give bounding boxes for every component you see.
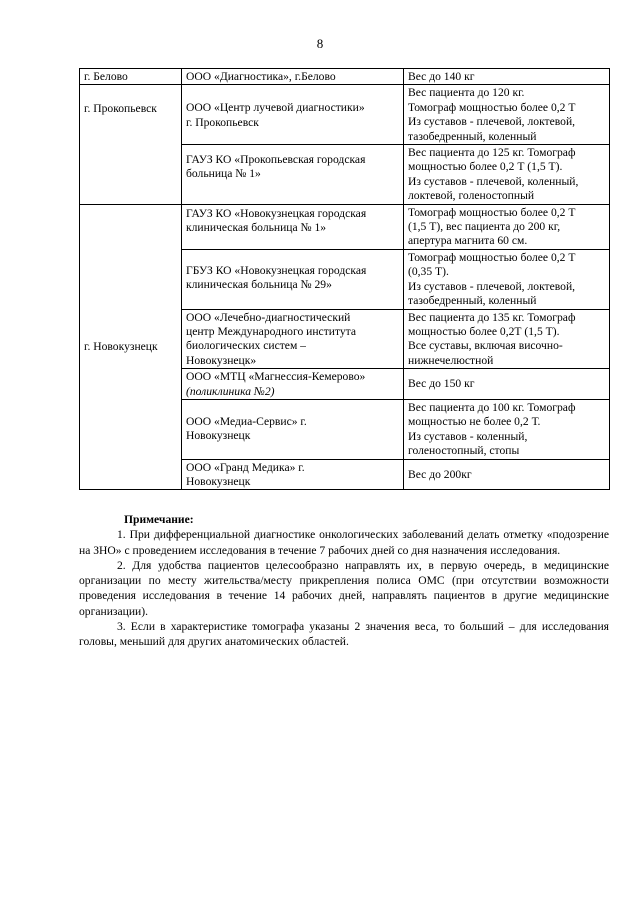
details-cell: [404, 69, 610, 85]
org-cell: [182, 459, 404, 490]
details-line: Томограф мощностью более 0,2 Т: [408, 205, 576, 219]
details-line: нижнечелюстной: [408, 353, 494, 367]
details-line: Вес до 150 кг: [408, 377, 475, 391]
details-line: Из суставов - плечевой, локтевой,: [408, 279, 576, 293]
details-cell: [404, 459, 610, 490]
org-cell: [182, 399, 404, 459]
details-line: мощностью более 0,2 Т (1,5 Т).: [408, 160, 563, 174]
details-line: Вес пациента до 120 кг.: [408, 86, 525, 100]
details-line: (0,35 Т).: [408, 265, 449, 279]
details-cell: [404, 204, 610, 249]
org-line: ГАУЗ КО «Прокопьевская городская: [186, 153, 366, 167]
details-cell: [404, 399, 610, 459]
org-cell: [182, 249, 404, 309]
details-line: Томограф мощностью более 0,2 Т: [408, 250, 576, 264]
table-row: [80, 204, 610, 249]
details-line: Вес до 140 кг: [408, 70, 475, 83]
details-line: мощностью более 0,2Т (1,5 Т).: [408, 324, 560, 338]
note-section: [79, 512, 609, 650]
details-line: локтевой, голеностопный: [408, 189, 535, 203]
city-cell: [80, 69, 182, 85]
org-cell: [182, 309, 404, 369]
mri-providers-table: [79, 68, 610, 490]
org-line: ГАУЗ КО «Новокузнецкая городская: [186, 206, 367, 220]
org-line: ООО «Центр лучевой диагностики»: [186, 101, 365, 115]
details-line: Все суставы, включая височно-: [408, 339, 563, 353]
details-line: голеностопный, стопы: [408, 444, 520, 458]
details-cell: [404, 85, 610, 145]
details-line: тазобедренный, коленный: [408, 294, 537, 308]
details-line: Из суставов - плечевой, коленный,: [408, 174, 579, 188]
details-line: (1,5 Т), вес пациента до 200 кг,: [408, 220, 561, 234]
details-line: Вес пациента до 100 кг. Томограф: [408, 400, 576, 414]
details-cell: [404, 309, 610, 369]
details-cell: [404, 249, 610, 309]
note-item: 2. Для удобства пациентов целесообразно направлять их, в первую очередь, в медицинские организации по месту жительства/месту прикрепления полиса ОМС (при отсутствии возможности проведения исследования в течение 14 рабочих дней, направлять пациентов в другие медицинские организации).: [79, 558, 609, 618]
org-line: больница № 1»: [186, 167, 261, 181]
org-line: Новокузнецк: [186, 429, 251, 443]
table-row: [80, 85, 610, 145]
org-line: центр Международного института: [186, 324, 357, 338]
org-cell: [182, 145, 404, 205]
details-cell: [404, 369, 610, 400]
details-line: апертура магнита 60 см.: [408, 234, 528, 248]
org-line: г. Прокопьевск: [186, 115, 259, 129]
org-line: биологических систем –: [186, 339, 306, 353]
details-line: Из суставов - коленный,: [408, 429, 528, 443]
org-note: (поликлиника №2): [186, 384, 275, 398]
org-line: клиническая больница № 1»: [186, 221, 327, 235]
org-line: клиническая больница № 29»: [186, 278, 332, 292]
city-cell: [80, 204, 182, 490]
details-line: тазобедренный, коленный: [408, 129, 537, 143]
city-name: г. Белово: [84, 70, 128, 83]
table-row: [80, 69, 610, 85]
city-name: г. Новокузнецк: [84, 340, 158, 354]
org-line: ООО «Лечебно-диагностический: [186, 310, 351, 324]
org-cell: [182, 369, 404, 400]
org-line: ООО «Диагностика», г.Белово: [186, 70, 336, 83]
org-line: Новокузнецк»: [186, 353, 257, 367]
note-item: 1. При дифференциальной диагностике онкологических заболеваний делать отметку «подозрение на ЗНО» с проведением исследования в течение 7 рабочих дней со дня назначения исследования.: [79, 528, 609, 557]
org-line: ООО «Медиа-Сервис» г.: [186, 414, 307, 428]
details-line: Вес пациента до 135 кг. Томограф: [408, 310, 576, 324]
details-line: Вес пациента до 125 кг. Томограф: [408, 146, 576, 160]
page-number: 8: [316, 36, 324, 51]
details-line: Томограф мощностью более 0,2 Т: [408, 100, 576, 114]
city-cell: [80, 85, 182, 204]
details-cell: [404, 145, 610, 205]
org-line: ГБУЗ КО «Новокузнецкая городская: [186, 263, 367, 277]
org-line: ООО «МТЦ «Магнессия-Кемерово»: [186, 370, 366, 384]
details-line: Вес до 200кг: [408, 467, 472, 481]
details-line: мощностью не более 0,2 Т.: [408, 415, 541, 429]
org-cell: [182, 85, 404, 145]
details-line: Из суставов - плечевой, локтевой,: [408, 115, 576, 129]
org-line: ООО «Гранд Медика» г.: [186, 460, 305, 474]
org-line: Новокузнецк: [186, 474, 251, 488]
note-title: Примечание:: [124, 513, 194, 526]
org-cell: [182, 204, 404, 249]
city-name: г. Прокопьевск: [84, 102, 157, 116]
note-item: 3. Если в характеристике томографа указаны 2 значения веса, то больший – для исследования головы, меньший для других анатомических областей.: [79, 620, 609, 649]
org-cell: [182, 69, 404, 85]
